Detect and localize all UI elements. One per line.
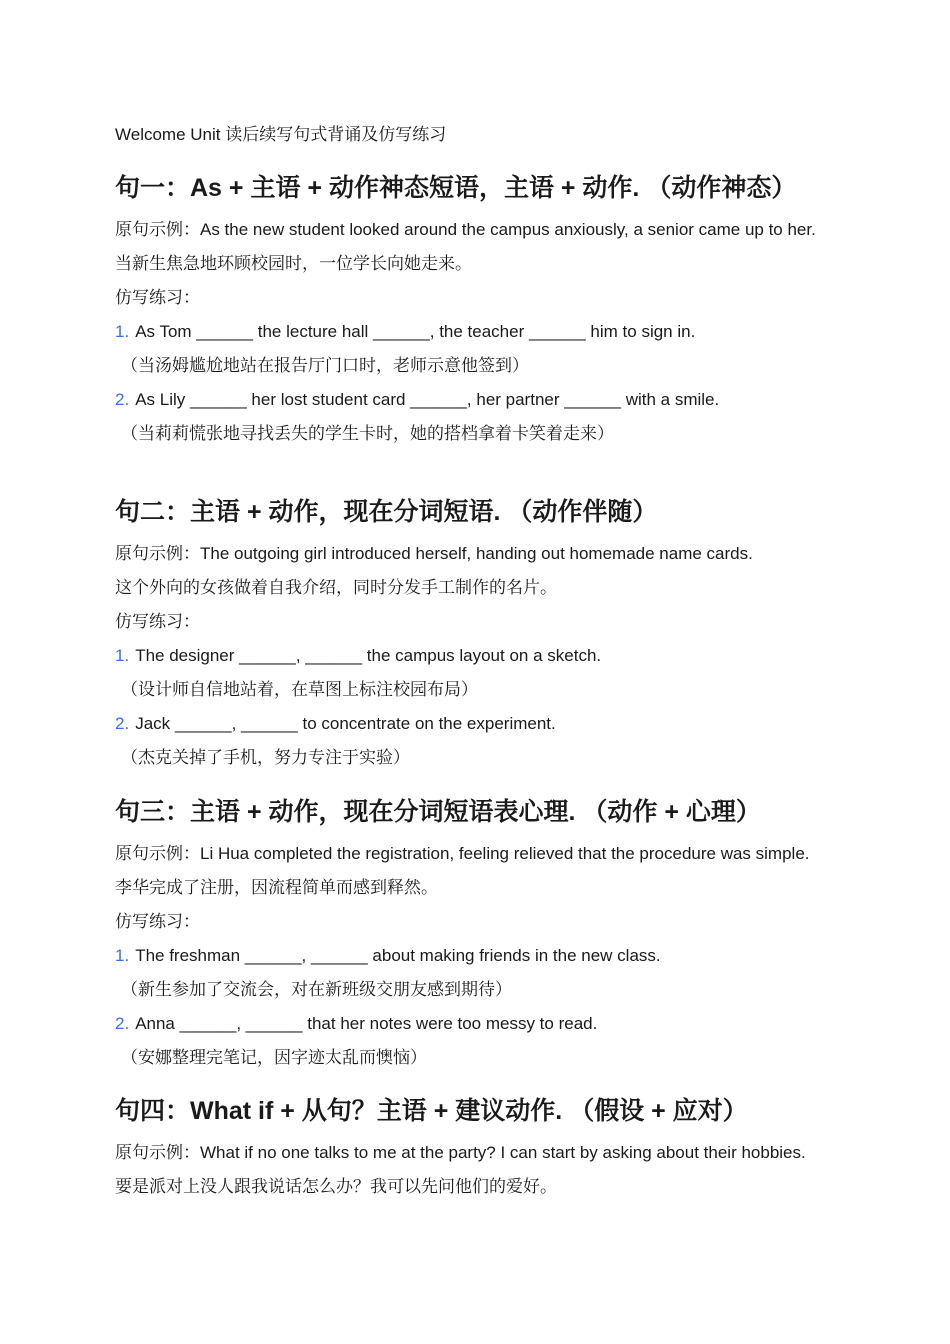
item-number: 1. bbox=[115, 646, 130, 665]
section-heading: 句二：主语 + 动作，现在分词短语. （动作伴随） bbox=[115, 498, 658, 526]
item-number: 2. bbox=[115, 1014, 130, 1033]
example-english: 原句示例：The outgoing girl introduced herself, handing out homemade name cards. bbox=[115, 544, 753, 563]
section-3 bbox=[115, 796, 845, 1070]
section-heading: 句一：As + 主语 + 动作神态短语，主语 + 动作. （动作神态） bbox=[115, 174, 797, 202]
practice-label: 仿写练习： bbox=[115, 612, 200, 631]
practice-item bbox=[115, 944, 845, 968]
item-hint: （设计师自信地站着，在草图上标注校园布局） bbox=[121, 680, 478, 699]
document-title: Welcome Unit 读后续写句式背诵及仿写练习 bbox=[115, 125, 447, 144]
section-heading: 句四：What if + 从句？主语 + 建议动作. （假设 + 应对） bbox=[115, 1097, 748, 1125]
item-number: 1. bbox=[115, 322, 130, 341]
item-sentence: Jack ______, ______ to concentrate on the experiment. bbox=[135, 714, 556, 733]
item-sentence: The designer ______, ______ the campus layout on a sketch. bbox=[135, 646, 602, 665]
section-2 bbox=[115, 496, 845, 770]
item-hint: （当汤姆尴尬地站在报告厅门口时，老师示意他签到） bbox=[121, 356, 529, 375]
practice-label: 仿写练习： bbox=[115, 288, 200, 307]
example-english: 原句示例：What if no one talks to me at the party? I can start by asking about their hobbies. bbox=[115, 1143, 806, 1162]
practice-item bbox=[115, 320, 845, 344]
item-hint: （新生参加了交流会，对在新班级交朋友感到期待） bbox=[121, 980, 512, 999]
practice-label: 仿写练习： bbox=[115, 912, 200, 931]
example-chinese: 要是派对上没人跟我说话怎么办？我可以先问他们的爱好。 bbox=[115, 1177, 557, 1196]
section-1 bbox=[115, 172, 845, 446]
example-chinese: 李华完成了注册，因流程简单而感到释然。 bbox=[115, 878, 438, 897]
practice-item bbox=[115, 712, 845, 736]
example-english: 原句示例：Li Hua completed the registration, feeling relieved that the procedure was simple. bbox=[115, 844, 810, 863]
example-chinese: 这个外向的女孩做着自我介绍，同时分发手工制作的名片。 bbox=[115, 578, 557, 597]
example-chinese: 当新生焦急地环顾校园时，一位学长向她走来。 bbox=[115, 254, 472, 273]
item-number: 2. bbox=[115, 390, 130, 409]
practice-item bbox=[115, 644, 845, 668]
practice-item bbox=[115, 388, 845, 412]
item-hint: （杰克关掉了手机，努力专注于实验） bbox=[121, 748, 410, 767]
item-hint: （当莉莉慌张地寻找丢失的学生卡时，她的搭档拿着卡笑着走来） bbox=[121, 424, 614, 443]
item-number: 1. bbox=[115, 946, 130, 965]
item-hint: （安娜整理完笔记，因字迹太乱而懊恼） bbox=[121, 1048, 427, 1067]
item-sentence: As Lily ______ her lost student card ______, her partner ______ with a smile. bbox=[135, 390, 720, 409]
item-sentence: As Tom ______ the lecture hall ______, the teacher ______ him to sign in. bbox=[135, 322, 696, 341]
item-sentence: The freshman ______, ______ about making friends in the new class. bbox=[135, 946, 661, 965]
practice-item bbox=[115, 1012, 845, 1036]
section-4 bbox=[115, 1095, 845, 1199]
section-heading: 句三：主语 + 动作，现在分词短语表心理. （动作 + 心理） bbox=[115, 798, 761, 826]
example-english: 原句示例：As the new student looked around the campus anxiously, a senior came up to her. bbox=[115, 220, 816, 239]
item-number: 2. bbox=[115, 714, 130, 733]
item-sentence: Anna ______, ______ that her notes were too messy to read. bbox=[135, 1014, 598, 1033]
